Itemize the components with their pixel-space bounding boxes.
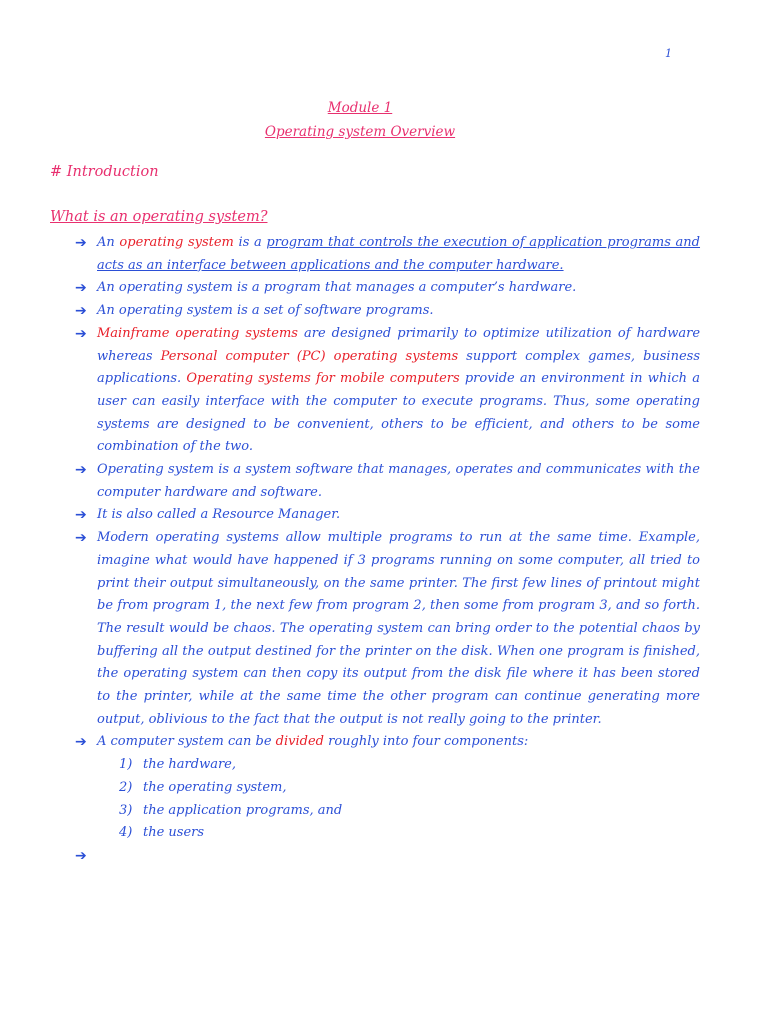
component-item bbox=[97, 822, 700, 845]
item-number: 3) bbox=[119, 802, 133, 818]
list-item bbox=[75, 277, 700, 300]
arrow-icon: ➔ bbox=[75, 507, 87, 524]
highlighted-term: operating system bbox=[119, 235, 234, 250]
item-text: the users bbox=[143, 825, 205, 841]
arrow-icon: ➔ bbox=[75, 530, 87, 547]
bullet-text: support complex games, business applications. bbox=[97, 348, 701, 387]
list-item bbox=[75, 232, 700, 277]
page-number: 1 bbox=[665, 47, 672, 60]
arrow-icon: ➔ bbox=[75, 303, 87, 320]
list-item bbox=[75, 300, 700, 323]
component-item bbox=[97, 800, 700, 823]
highlighted-term: Operating systems for mobile computers bbox=[186, 371, 460, 387]
bullet-text: An bbox=[97, 235, 120, 250]
module-title: Module 1 bbox=[327, 100, 393, 116]
item-text: the hardware, bbox=[143, 757, 236, 773]
bullet-text: An operating system is a program that manages a computer’s hardware. bbox=[97, 280, 577, 296]
highlighted-term: divided bbox=[275, 734, 324, 750]
arrow-icon: ➔ bbox=[75, 734, 87, 751]
arrow-icon: ➔ bbox=[75, 280, 87, 297]
bullet-text: Modern operating systems allow multiple programs to run at the same time. Example, imagine what would have happened if 3 programs running on some computer, all tried to print their output simultaneously, on the same printer. The first few lines of printout might be from program 1, the next few from program 2, then some from program 3, and so forth. The result would be chaos. The operating system can bring order to the potential chaos by buffering all the output destined for the printer on the disk. When one program is finished, the operating system can then copy its output from the disk file where it has been stored to the printer, while at the same time the other program can continue generating more output, oblivious to the fact that the output is not really going to the printer. bbox=[97, 530, 700, 727]
arrow-icon: ➔ bbox=[75, 462, 87, 479]
title-block bbox=[0, 96, 720, 144]
list-item bbox=[75, 459, 700, 504]
bullet-text: are designed primarily to optimize utilization of hardware whereas bbox=[97, 325, 701, 364]
list-item bbox=[75, 731, 700, 845]
item-number: 2) bbox=[119, 779, 133, 795]
arrow-icon: ➔ bbox=[75, 325, 87, 342]
item-text: the application programs, and bbox=[143, 802, 343, 818]
bullet-text: roughly into four components: bbox=[324, 734, 529, 750]
introduction-heading: # Introduction bbox=[50, 164, 159, 180]
question-heading: What is an operating system? bbox=[50, 209, 268, 225]
component-list bbox=[97, 754, 700, 845]
component-item bbox=[97, 777, 700, 800]
list-item bbox=[75, 504, 700, 527]
module-subtitle: Operating system Overview bbox=[264, 124, 456, 140]
item-text: the operating system, bbox=[143, 779, 287, 795]
item-number: 4) bbox=[119, 825, 133, 841]
highlighted-term: Personal computer (PC) operating systems bbox=[160, 348, 459, 364]
bullet-text: An operating system is a set of software programs. bbox=[97, 303, 434, 319]
list-item bbox=[75, 527, 700, 731]
bullet-text: Operating system is a system software that manages, operates and communicates with the computer hardware and software. bbox=[97, 462, 700, 500]
arrow-icon: ➔ bbox=[75, 235, 87, 251]
underlined-definition: program that controls the execution of application programs and acts as an interface between applications and the computer hardware. bbox=[97, 235, 701, 273]
bullet-text: A computer system can be bbox=[97, 734, 276, 750]
bullet-list bbox=[75, 232, 700, 868]
highlighted-term: Mainframe operating systems bbox=[97, 325, 298, 341]
item-number: 1) bbox=[119, 757, 133, 773]
list-item bbox=[75, 323, 700, 459]
bullet-text: is a bbox=[233, 235, 267, 250]
bullet-text: It is also called a Resource Manager. bbox=[97, 507, 341, 523]
component-item bbox=[97, 754, 700, 777]
list-item bbox=[75, 845, 700, 868]
bullet-text: provide an environment in which a user can easily interface with the computer to execute programs. Thus, some operating systems are designed to be convenient, others to be efficient, and others to be some combination of the two. bbox=[97, 371, 700, 455]
arrow-icon: ➔ bbox=[75, 847, 87, 864]
